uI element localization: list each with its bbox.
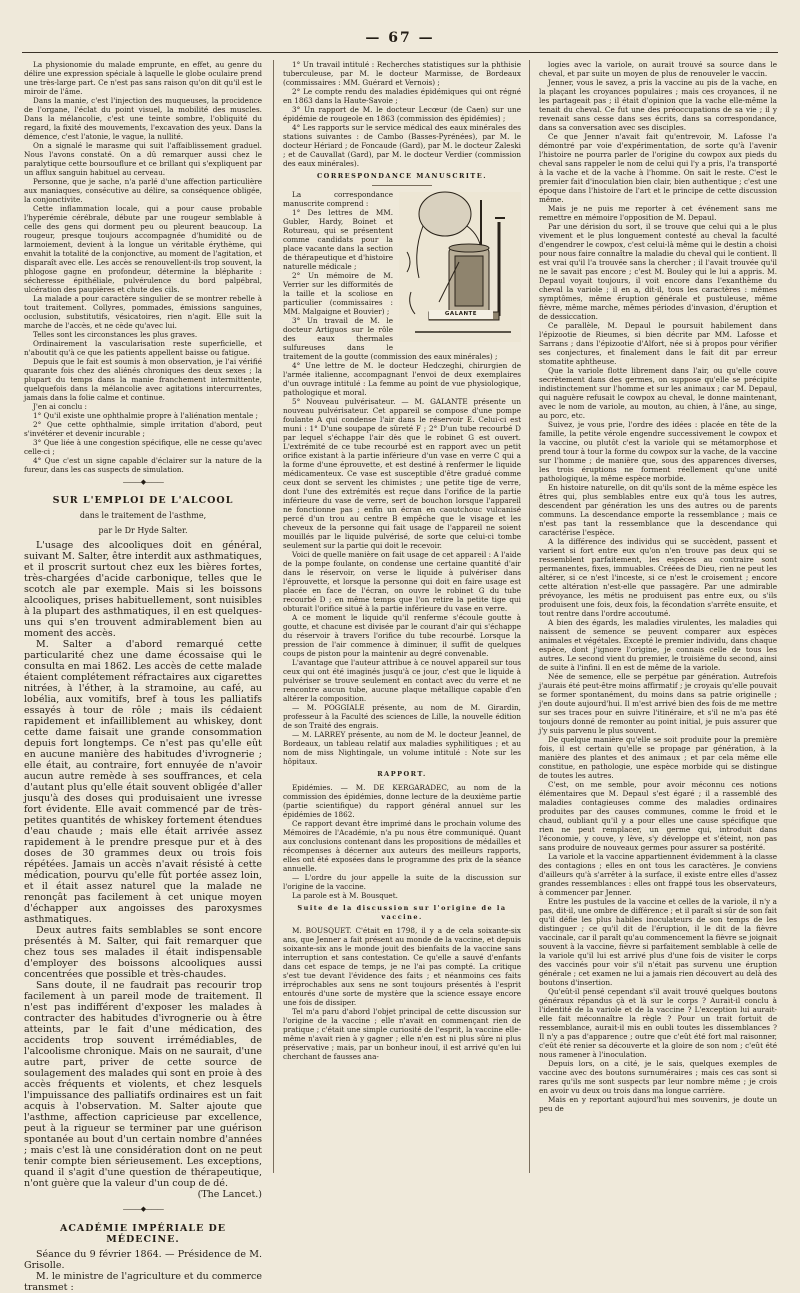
header-rule bbox=[22, 52, 778, 53]
paragraph: M. le ministre de l'agriculture et du commerce transmet : bbox=[24, 1271, 262, 1293]
paragraph: La physionomie du malade emprunte, en effet, au genre du délire une expression spéciale à laquelle le globe oculaire prend une très-large part. Ce n'est pas sans raison qu'on dit qu'il est le miroir de l'âme. bbox=[24, 60, 262, 96]
column-middle bbox=[283, 60, 521, 1175]
pulverizer-illustration bbox=[399, 192, 521, 342]
paragraph: 1° Un travail intitulé : Recherches statistiques sur la phthisie tuberculeuse, par M. le docteur Marmisse, de Bordeaux (commissaires : MM. Guérard et Vernois) ; bbox=[283, 60, 521, 87]
article-body bbox=[24, 540, 262, 1189]
paragraph: 3° Un travail de M. le docteur Artiguos sur le rôle des eaux thermales sulfureuses dans le traitement de la goutte (commission des eaux minérales) ; bbox=[283, 316, 498, 361]
paragraph: La malade a pour caractère singulier de se montrer rebelle à tout traitement. Collyres, pommades, émissions sanguines, occlusion, substitutifs, vésicatoires, rien n'agit. Elle suit la marche de l'accès, et ne cède qu'avec lui. bbox=[24, 294, 262, 330]
paragraph: La parole est à M. Bousquet. bbox=[292, 891, 398, 900]
report-title: RAPPORT. bbox=[377, 770, 427, 778]
paragraph: 4° Une lettre de M. le docteur Hedczeghi, chirurgien de l'armée italienne, accompagnant l'envoi de deux exemplaires d'un ouvrage intitulé : La femme au point de vue physiologique, pathologique et moral. bbox=[283, 361, 521, 397]
paragraph: Par une dérision du sort, il se trouve que celui qui a le plus vivement et le plus longuement contesté au cheval la faculté d'engendrer le cowpox, c'est celui-là même qui le destin a choisi pour nous faire connaître la maladie du cheval qui le contient. Il est vrai qu'il l'a trouvée sans la chercher ; il l'avait trouvée qu'il ne le savait pas encore ; c'est M. Bouley qui le lui a appris. M. Depaul voyait toujours, il voit encore dans l'exanthème du cheval la variole ; il en a, dit-il, tous les caractères : mêmes symptômes, même éruption générale et pustuleuse, même fièvre, même marche, mêmes périodes d'invasion, d'éruption et de dessiccation. bbox=[539, 222, 777, 321]
paragraph: Suivez, je vous prie, l'ordre des idées : placée en tête de la famille, la petite vérole engendre successivement le cowpox et la vaccine, ou plutôt c'est la variole qui se métamorphose et prend tour à tour la forme du cowpox sur la vache, de la vaccine sur l'homme ; de manière que, sous des apparences diverses, les trois éruptions ne forment réellement qu'une unité pathologique, la même espèce morbide. bbox=[539, 420, 777, 483]
paragraph: Mais en y reportant aujourd'hui mes souvenirs, je doute un peu de bbox=[539, 1095, 777, 1113]
paragraph: — M. POGGIALE présente, au nom de M. Girardin, professeur à la Faculté des sciences de Lille, la nouvelle édition de son Traité des engrais. bbox=[283, 703, 521, 730]
figure-label: GALANTE bbox=[429, 310, 493, 319]
paragraph: L'usage des alcooliques doit en général, suivant M. Salter, être interdit aux asthmatiques, et il proscrit surtout chez eux les bières fortes, très-chargées d'acide carbonique, telles que le scotch ale par exemple. Mais si les boissons alcooliques, prises habituellement, sont nuisibles à la plupart des asthmatiques, il en est quelques-uns qui s'en trouvent admirablement bien au moment des accès. bbox=[24, 540, 262, 639]
paragraph: J'en ai conclu : bbox=[33, 402, 87, 411]
paragraph: De quelque manière qu'elle se soit produite pour la première fois, il est certain qu'elle se propage par génération, à la manière des plantes et des animaux ; et par cela même elle constitue, en pathologie, une espèce morbide qui se distingue de toutes les autres. bbox=[539, 735, 777, 780]
paragraph: 2° Le compte rendu des maladies épidémiques qui ont régné en 1863 dans la Haute-Savoie ; bbox=[283, 87, 521, 105]
paragraph: Que la variole flotte librement dans l'air, ou qu'elle couve secrètement dans des germes, on suppose qu'elle se précipite indistinctement sur l'homme et sur les animaux ; car M. Depaul, qui naguère refusait le cowpox au cheval, le donne maintenant, avec le nom de variole, au mouton, au chien, à l'âne, au singe, au porc, etc. bbox=[539, 366, 777, 420]
paragraph: — M. LARREY présente, au nom de M. le docteur Jeannel, de Bordeaux, un tableau relatif aux maladies syphilitiques ; et au nom de miss Nightingale, un volume intitulé : Note sur les hôpitaux. bbox=[283, 730, 521, 766]
page-number: — 67 — bbox=[365, 30, 435, 46]
divider bbox=[372, 185, 432, 186]
paragraph: A bien des égards, les maladies virulentes, les maladies qui naissent de semence se peuvent comparer aux espèces animales et végétales. Excepté le premier individu, dans chaque espèce, dont j'ignore l'origine, je connais celle de tous les autres. Le second vient du premier, le troisième du second, ainsi de suite à l'infini. Il en est de même de la variole. bbox=[539, 618, 777, 672]
paragraph: Depuis que le fait est soumis à mon observation, je l'ai vérifié quarante fois chez des aliénés chroniques des deux sexes ; la plupart du temps dans la manie franchement intermittente, quelquefois dans la mélancolie avec agitations intercurrentes, jamais dans la folie calme et continue. bbox=[24, 357, 262, 402]
paragraph: M. Salter a d'abord remarqué cette particularité chez une dame écossaise qui le consulta en mai 1862. Les accès de cette malade étaient complétement réfractaires aux cigarettes nitrées, à l'éther, à la stramoine, au café, au lobélia, aux vomitifs, bref à tous les palliatifs essayés à tour de rôle ; mais ils cédaient rapidement et infailliblement au whiskey, dont cette dame faisait une grande consommation depuis fort longtemps. Ce n'est pas qu'elle eût en aucune manière des habitudes d'ivrognerie ; elle était, au contraire, fort ennuyée de n'avoir aucun autre remède à ses souffrances, et cela d'autant plus qu'elle était souvent obligée d'aller jusqu'à des doses qui produisaient une ivresse fort évidente. Elle avait commencé par de très-petites quantités de whiskey fortement étendues d'eau chaude ; mais elle était arrivée assez rapidement à le prendre presque pur et à des doses de 30 grammes deux ou trois fois répétées. Jamais un accès n'avait résisté à cette médication, pourvu qu'elle fût portée assez loin, et il était assez naturel que la malade ne renonçât pas facilement à cet unique moyen d'échapper aux angoisses des paroxysmes asthmatiques. bbox=[24, 639, 262, 925]
academy-body bbox=[24, 1249, 262, 1293]
paragraph: Sans doute, il ne faudrait pas recourir trop facilement à un pareil mode de traitement. Il n'est pas indifférent d'exposer les malades à contracter des habitudes d'ivrognerie ou à être atteints, par le fait d'une médication, des accidents trop souvent irrémédiables, de l'alcoolisme chronique. Mais on ne saurait, d'une autre part, priver de cette source de soulagement des malades qui sont en proie à des accès fréquents et violents, et chez lesquels l'impuissance des palliatifs ordinaires est un fait acquis à l'observation. M. Salter ajoute que l'asthme, affection capricieuse par excellence, peut à la rigueur se terminer par une guérison spontanée au bout d'un certain nombre d'années ; mais c'est là une considération dont on ne peut tenir compte bien sérieusement. Les exceptions, quand il s'agit d'une question de thérapeutique, n'ont guère que la valeur d'un coup de dé. bbox=[24, 980, 262, 1189]
article-subtitle: dans le traitement de l'asthme, bbox=[79, 511, 207, 520]
discussion-title: Suite de la discussion sur l'origine de la vaccine. bbox=[297, 904, 507, 921]
paragraph: Voici de quelle manière on fait usage de cet appareil : A l'aide de la pompe foulante, on condense une certaine quantité d'air dans le réservoir, on verse le liquide à pulvériser dans l'éprouvette, et lorsque la personne qui doit en faire usage est placée en face de l'écran, on ouvre le robinet G du tube recourbé D ; en même temps que l'on retire la petite tige qui obturait l'orifice situé à la partie inférieure du vase en verre. bbox=[283, 550, 521, 613]
column-separator bbox=[273, 60, 274, 1173]
paragraph: Telles sont les circonstances les plus graves. bbox=[33, 330, 198, 339]
report-body bbox=[283, 783, 521, 900]
pulverizer-figure-icon bbox=[399, 192, 521, 342]
ophthalmia-text bbox=[24, 60, 262, 474]
paragraph: On a signalé le marasme qui suit l'affaiblissement graduel. Nous l'avons constaté. On a dû remarquer aussi chez le paralytique cette boursouflure et ce brillant qui s'expliquent par un afflux sanguin habituel au cerveau. bbox=[24, 141, 262, 177]
paragraph: 2° Un mémoire de M. Verrier sur les difformités de la taille et la scoliose en particulier (commissaires : MM. Malgaigne et Bouvier) ; bbox=[283, 271, 393, 316]
article-title: SUR L'EMPLOI DE L'ALCOOL bbox=[52, 495, 234, 506]
paragraph: L'avantage que l'auteur attribue à ce nouvel appareil sur tous ceux qui ont été imaginés jusqu'à ce jour, c'est que le liquide à pulvériser se trouve seulement en contact avec du verre et ne rencontre aucun tube, aucune plaque métallique capable d'en altérer la composition. bbox=[283, 658, 521, 703]
paragraph: 4° Les rapports sur le service médical des eaux minérales des stations suivantes : de Cambo (Basses-Pyrénées), par M. le docteur Hériard ; de Foncaude (Gard), par M. le docteur Zaleski ; et de Cauvallat (Gard), par M. le docteur Verdier (commission des eaux minérales). bbox=[283, 123, 521, 168]
paragraph: La correspondance manuscrite comprend : bbox=[283, 190, 393, 208]
paragraph: La variole et la vaccine appartiennent évidemment à la classe des contagions ; elles en ont tous les caractères. Je conviens d'ailleurs qu'à s'arrêter à la surface, il existe entre elles d'assez grandes ressemblances : elles ont frappé tous les observateurs, à commencer par Jenner. bbox=[539, 852, 777, 897]
paragraph: 3° Un rapport de M. le docteur Lecœur (de Caen) sur une épidémie de rougeole en 1863 (commission des épidémies) ; bbox=[283, 105, 521, 123]
paragraph: Entre les pustules de la vaccine et celles de la variole, il n'y a pas, dit-il, une ombre de différence ; et il paraît si sûr de son fait qu'il défie les plus habiles inoculateurs de son temps de les distinguer ; ce qu'il dit de l'éruption, il le dit de la fièvre vaccinale, car il paraît qu'au commencement la fièvre se joignait souvent à la vaccine, fièvre si parfaitement semblable à celle de la variole qu'il lui est arrivé plus d'une fois de visiter le corps des vaccinés pour voir s'il n'était pas survenu une éruption générale ; cet examen ne lui a jamais rien découvert au delà des boutons d'insertion. bbox=[539, 897, 777, 987]
paragraph: Deux autres faits semblables se sont encore présentés à M. Salter, qui fait remarquer que chez tous ses malades il était indispensable d'employer des boissons alcooliques aussi concentrées que possible et très-chaudes. bbox=[24, 925, 262, 980]
paragraph: logies avec la variole, on aurait trouvé sa source dans le cheval, et par suite un moyen de plus de renouveler le vaccin. bbox=[539, 60, 777, 78]
paragraph: Qu'eût-il pensé cependant s'il avait trouvé quelques boutons généraux répandus çà et là sur le corps ? Aurait-il conclu à l'identité de la variole et de la vaccine ? L'exception lui aurait-elle fait méconnaître la règle ? Pour un trait fortuit de ressemblance, aurait-il mis en oubli toutes les dissemblances ? Il n'y a pas d'apparence ; outre que c'eût été fort mal raisonner, c'eût été renier sa découverte et la gloire de son nom ; c'eût été nous ramener à l'inoculation. bbox=[539, 987, 777, 1059]
vaccine-discussion-text bbox=[539, 60, 777, 1113]
paragraph: Séance du 9 février 1864. — Présidence de M. Grisolle. bbox=[24, 1249, 262, 1271]
column-left bbox=[24, 60, 262, 1293]
paragraph: 1° Des lettres de MM. Gubler, Hardy, Boinet et Rotureau, qui se présentent comme candidats pour la place vacante dans la section de thérapeutique et d'histoire naturelle médicale ; bbox=[283, 208, 393, 271]
academy-title: ACADÉMIE IMPÉRIALE DE MÉDECINE. bbox=[59, 1223, 227, 1245]
article-author: par le Dr Hyde Salter. bbox=[98, 526, 188, 535]
article-source: (The Lancet.) bbox=[197, 1189, 262, 1200]
paragraph: 5° Nouveau pulvérisateur. — M. GALANTE présente un nouveau pulvérisateur. Cet appareil se compose d'une pompe foulante A qui condense l'air dans le réservoir E. Celui-ci est muni : 1° D'une soupape de sûreté F ; 2° D'un tube recourbé D par lequel s'échappe l'air dès que le robinet G est ouvert. L'extrémité de ce tube recourbé est en rapport avec un petit orifice existant à la partie inférieure d'un vase en verre C qui a la forme d'une éprouvette, et est destiné à renfermer le liquide médicamenteux. Ce vase est susceptible d'être gradué comme ceux dont se servent les chimistes ; une petite tige de verre, dont l'une des extrémités est reçue dans l'orifice de la partie inférieure du vase de verre, sert de bouchon lorsque l'appareil ne fonctionne pas ; enfin un écran en caoutchouc vulcanisé percé d'un trou au centre B empêche que le visage et les cheveux de la personne qui fait usage de l'appareil ne soient mouillés par le liquide pulvérisé, de sorte que celui-ci tombe seulement sur la partie qui doit le recevoir. bbox=[283, 397, 521, 550]
paragraph: Ce que Jenner n'avait fait qu'entrevoir, M. Lafosse l'a démontré par voie d'expérimentation, de sorte qu'à l'avenir l'histoire ne pourra parler de l'origine du cowpox aux pieds du cheval sans rappeler le nom de celui qui l'y a pris, l'a transporté à la vache et de la vache à l'homme. On sait le reste. C'est le premier fait d'inoculation bien clair, bien authentique ; c'est une époque dans l'histoire de l'art et le principe de cette discussion même. bbox=[539, 132, 777, 204]
paragraph: 3° Que liée à une congestion spécifique, elle ne cesse qu'avec celle-ci ; bbox=[24, 438, 262, 456]
section-ornament: ———◆——— bbox=[122, 478, 164, 486]
column-separator bbox=[529, 60, 530, 1173]
paragraph: Tel m'a paru d'abord l'objet principal de cette discussion sur l'origine de la vaccine ; elle n'avait en commençant rien de pratique ; c'était une simple curiosité de l'esprit, la vaccine elle-même n'avait rien à y gagner ; elle n'en est ni plus sûre ni plus préservative ; mais, par un bonheur inouï, il est arrivé qu'en lui cherchant de fausses ana- bbox=[283, 1007, 521, 1061]
ministry-list bbox=[283, 60, 521, 168]
paragraph: Ce parallèle, M. Depaul le poursuit habilement dans l'épizootie de Rieumes, si bien décrite par MM. Lafosse et Sarrans ; dans l'épizootie d'Alfort, née si à propos pour vérifier ses conjectures, et finalement dans le fait dit par erreur stomatite aphtheuse. bbox=[539, 321, 777, 366]
section-ornament: ———◆——— bbox=[122, 1205, 164, 1213]
paragraph: Personne, que je sache, n'a parlé d'une affection particulière aux maniaques, consécutive au délire, sa conséquence obligée, la conjonctivite. bbox=[24, 177, 262, 204]
paragraph: 4° Que c'est un signe capable d'éclairer sur la nature de la fureur, dans les cas suspects de simulation. bbox=[24, 456, 262, 474]
paragraph: Mais je ne puis me reporter à cet événement sans me remettre en mémoire l'opposition de M. Depaul. bbox=[539, 204, 777, 222]
paragraph: Dans la manie, c'est l'injection des muqueuses, la procidence de l'organe, l'éclat du point visuel, la mobilité des muscles. Dans la mélancolie, c'est une teinte sombre, l'obliquité du regard, la fixité des mouvements, l'excavation des yeux. Dans la démence, c'est l'atonie, le vague, la nullité. bbox=[24, 96, 262, 141]
alcohol-article bbox=[24, 495, 262, 1293]
paragraph: Cette inflammation locale, qui a pour cause probable l'hyperémie cérébrale, débute par une rougeur semblable à celle des gens qui dorment peu ou pleurent beaucoup. La rougeur, presque toujours accompagnée d'humidité ou de larmoiement, devient à la longue un véritable érythème, qui envahit la totalité de la conjonctive, au moment de l'agitation, et disparaît avec elle. Les accès se renouvellent-ils trop souvent, la phlogose gagne en profondeur, détermine la blépharite : sécheresse épithéliale, pulvérulence du bord palpébral, ulcération des paupières et chute des cils. bbox=[24, 204, 262, 294]
paragraph: A la différence des individus qui se succèdent, passent et varient si fort entre eux qu'on n'en trouve pas deux qui se ressemblent parfaitement, les espèces au contraire sont permanentes, fixes, immuables. Créées de Dieu, rien ne peut les altérer, si ce n'est l'inceste, si ce n'est le croisement ; encore cette altération n'est-elle que passagère. Par une admirable prévoyance, les métis ne produisent pas entre eux, ou s'ils produisent une fois, deux fois, la fécondation s'arrête ensuite, et tout rentre dans l'ordre accoutumé. bbox=[539, 537, 777, 618]
discussion-body bbox=[283, 926, 521, 1061]
correspondence-title: CORRESPONDANCE MANUSCRITE. bbox=[316, 172, 487, 180]
paragraph: Jenner, vous le savez, a pris la vaccine au pis de la vache, en la plaçant les croyances populaires ; mais ces croyances, il ne les partageait pas ; il était d'opinion que la vache elle-même la tenait du cheval. Ce fut une des préoccupations de sa vie ; il y revenait sans cesse dans ses écrits, dans sa correspondance, dans sa conversation avec ses disciples. bbox=[539, 78, 777, 132]
paragraph: 2° Que cette ophthalmie, simple irritation d'abord, peut s'invétérer et devenir incurable ; bbox=[24, 420, 262, 438]
paragraph: Ce rapport devant être imprimé dans le prochain volume des Mémoires de l'Académie, n'a pu nous être communiqué. Quant aux conclusions contenant dans les propositions de médailles et récompenses à décerner aux auteurs des meilleurs rapports, elles ont été exposées dans le programme des prix de la séance annuelle. bbox=[283, 819, 521, 873]
column-right bbox=[539, 60, 777, 1175]
paragraph: A ce moment le liquide qu'il renferme s'écoule goutte à goutte, et chacune est divisée par le courant d'air qui s'échappe du réservoir à travers l'orifice du tube recourbé. Lorsque la pression de l'air commence à diminuer, il suffit de quelques coups de piston pour la maintenir au degré convenable. bbox=[283, 613, 521, 658]
paragraph: Depuis lors, on a cité, je le sais, quelques exemples de vaccine avec des boutons surnuméraires ; mais ces cas sont si rares qu'ils me sont suspects par leur nombre même ; je crois en avoir vu deux ou trois dans ma longue carrière. bbox=[539, 1059, 777, 1095]
paragraph: Née de semence, elle se perpétue par génération. Autrefois j'aurais été peut-être moins affirmatif ; je croyais qu'elle pouvait se former spontanément, du moins dans sa patrie originelle ; j'en doute aujourd'hui. Il m'est arrivé bien des fois de me mettre sur ses traces pour en suivre l'itinéraire, et s'il ne m'a pas été toujours donné de remonter au point initial, je puis assurer que j'y suis parvenu le plus souvent. bbox=[539, 672, 777, 735]
paragraph: En histoire naturelle, on dit qu'ils sont de la même espèce les êtres qui, plus semblables entre eux qu'à tous les autres, descendent par génération les uns des autres ou de parents communs. La descendance emporte la ressemblance ; mais ce n'est pas tant la ressemblance que la descendance qui caractérise l'espèce. bbox=[539, 483, 777, 537]
paragraph: Epidémies. — M. DE KERGARADEC, au nom de la commission des épidémies, donne lecture de la deuxième partie (partie scientifique) du rapport général annuel sur les épidémies de 1862. bbox=[283, 783, 521, 819]
paragraph: 1° Qu'il existe une ophthalmie propre à l'aliénation mentale ; bbox=[33, 411, 258, 420]
paragraph: C'est, on me semble, pour avoir méconnu ces notions élémentaires que M. Depaul s'est égaré ; il a rassemblé des maladies contagieuses comme des maladies ordinaires produites par des causes communes, comme le froid et le chaud, oubliant qu'il y a pour elles une cause spécifique que rien ne peut remplacer, un germe qui, introduit dans l'économie, y couve, y lève, s'y développe et s'éteint, non pas sans produire de nouveaux germes pour assurer sa postérité. bbox=[539, 780, 777, 852]
paragraph: Ordinairement la vascularisation reste superficielle, et n'aboutit qu'à ce que les patients appellent baisse ou fatigue. bbox=[24, 339, 262, 357]
paragraph: M. BOUSQUET. C'était en 1798, il y a de cela soixante-six ans, que Jenner a fait présent au monde de la vaccine, et depuis soixante-six ans le monde jouit des bienfaits de la vaccine sans interruption et sans contestation. Ce qu'elle a sauvé d'enfants dans cet espace de temps, je ne l'ai pas compté. La critique s'est tue devant l'évidence des faits ; et néanmoins ces faits irréprochables aux sens ne sont toujours présentés à l'esprit entourés d'une sorte de mystère que la science essaye encore une fois de dissiper. bbox=[283, 926, 521, 1007]
paragraph: — L'ordre du jour appelle la suite de la discussion sur l'origine de la vaccine. bbox=[283, 873, 521, 891]
